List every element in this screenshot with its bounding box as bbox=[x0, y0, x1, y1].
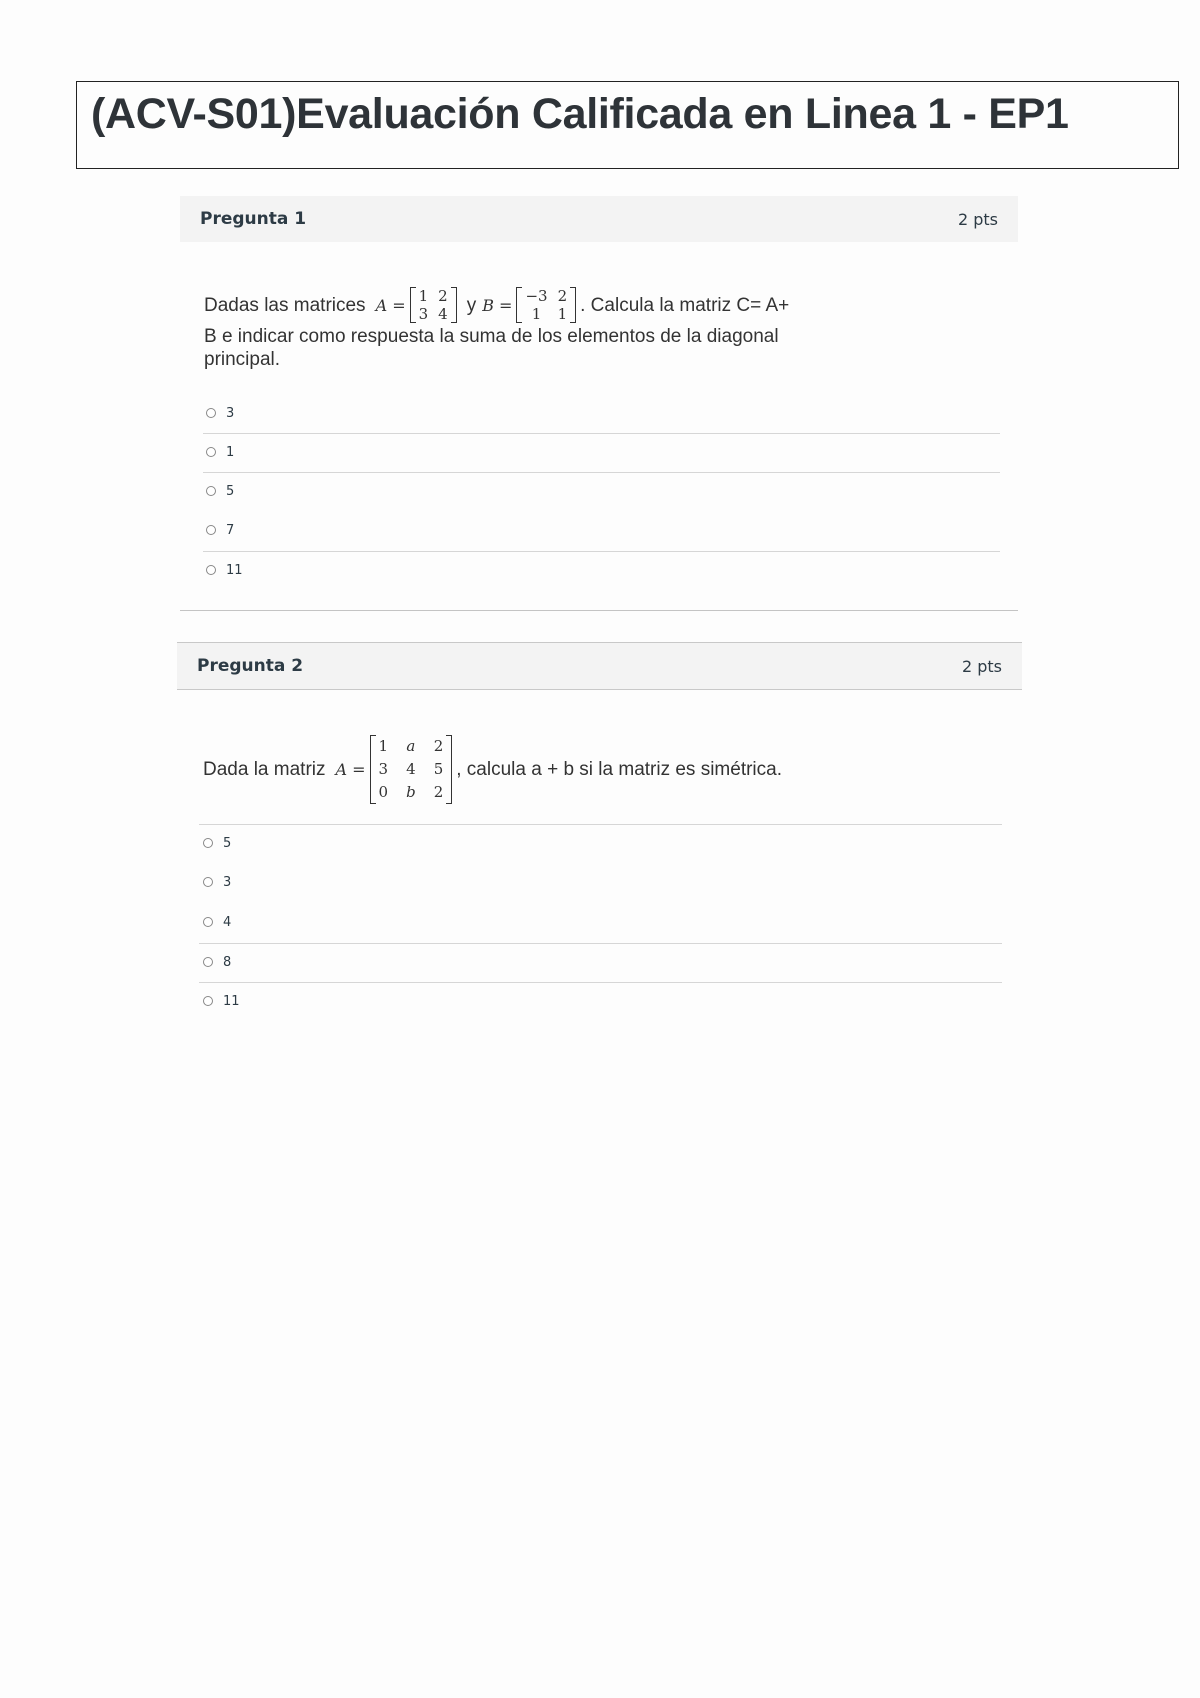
answer-option-label: 3 bbox=[223, 874, 232, 890]
matrix-cell: 1 bbox=[378, 737, 389, 755]
question-1-points: 2 pts bbox=[957, 209, 998, 229]
answer-option[interactable] bbox=[206, 433, 234, 471]
matrix-cell: 3 bbox=[378, 760, 389, 778]
matrix-b-label: B = bbox=[482, 295, 513, 315]
question-1-text-before: Dadas las matrices bbox=[204, 294, 366, 316]
answer-option-label: 5 bbox=[226, 483, 235, 499]
matrix-cell: 5 bbox=[433, 760, 444, 778]
matrix-cell: b bbox=[406, 783, 416, 801]
matrix-a bbox=[370, 735, 453, 804]
question-1-text-after-2: B e indicar como respuesta la suma de los elementos de la diagonal principal. bbox=[204, 326, 779, 370]
radio-button-icon[interactable] bbox=[203, 996, 213, 1006]
answer-option-label: 11 bbox=[223, 993, 240, 1009]
matrix-a-label: A = bbox=[375, 295, 406, 315]
answer-option-label: 7 bbox=[226, 522, 235, 538]
question-2-text-after: , calcula a + b si la matriz es simétrica. bbox=[456, 759, 782, 780]
answer-option-label: 4 bbox=[223, 914, 232, 930]
radio-button-icon[interactable] bbox=[203, 917, 213, 927]
divider bbox=[203, 472, 1000, 473]
divider bbox=[203, 551, 1000, 552]
answer-option-label: 8 bbox=[223, 954, 232, 970]
matrix-cell: 2 bbox=[557, 287, 568, 305]
matrix-cell: 2 bbox=[433, 783, 444, 801]
matrix-a bbox=[410, 287, 457, 323]
answer-option[interactable] bbox=[203, 903, 231, 941]
divider bbox=[199, 982, 1002, 983]
answer-option[interactable] bbox=[206, 511, 234, 549]
answer-option[interactable] bbox=[203, 982, 240, 1020]
answer-option-label: 5 bbox=[223, 835, 232, 851]
answer-option[interactable] bbox=[206, 551, 243, 589]
matrix-cell: 1 bbox=[557, 305, 568, 323]
answer-option[interactable] bbox=[206, 472, 234, 510]
question-2-header bbox=[177, 642, 1022, 690]
radio-button-icon[interactable] bbox=[206, 525, 216, 535]
radio-button-icon[interactable] bbox=[206, 447, 216, 457]
matrix-cell: 1 bbox=[418, 287, 429, 305]
matrix-cell: 2 bbox=[438, 287, 448, 305]
title-box bbox=[76, 81, 1179, 169]
answer-option-label: 3 bbox=[226, 405, 235, 421]
answer-option[interactable] bbox=[203, 824, 231, 862]
answer-option[interactable] bbox=[206, 394, 234, 432]
question-2-text-before: Dada la matriz bbox=[203, 759, 326, 780]
question-1-text-after-1: . Calcula la matriz C= A+ bbox=[580, 294, 790, 316]
answer-option[interactable] bbox=[203, 943, 231, 981]
matrix-cell: 2 bbox=[433, 737, 444, 755]
connector-text: y bbox=[466, 294, 477, 316]
divider bbox=[199, 943, 1002, 944]
question-2-points: 2 pts bbox=[961, 656, 1002, 676]
matrix-cell: a bbox=[406, 737, 416, 755]
matrix-cell: 3 bbox=[418, 305, 429, 323]
radio-button-icon[interactable] bbox=[203, 877, 213, 887]
answer-option-label: 11 bbox=[226, 562, 243, 578]
divider bbox=[199, 824, 1002, 825]
radio-button-icon[interactable] bbox=[203, 838, 213, 848]
question-2-name: Pregunta 2 bbox=[197, 656, 304, 676]
question-1-bottom-divider bbox=[180, 610, 1018, 611]
matrix-cell: 1 bbox=[531, 305, 542, 323]
question-1-header bbox=[180, 196, 1018, 242]
question-2-text bbox=[203, 735, 863, 804]
matrix-cell: −3 bbox=[525, 287, 548, 305]
radio-button-icon[interactable] bbox=[203, 957, 213, 967]
question-1-name: Pregunta 1 bbox=[200, 209, 307, 229]
divider bbox=[203, 433, 1000, 434]
matrix-cell: 4 bbox=[438, 305, 448, 323]
page-title: (ACV-S01)Evaluación Calificada en Linea 1 - EP1 bbox=[91, 90, 1069, 138]
matrix-cell: 4 bbox=[406, 760, 416, 778]
radio-button-icon[interactable] bbox=[206, 408, 216, 418]
answer-option[interactable] bbox=[203, 863, 231, 901]
matrix-a-label: A = bbox=[335, 760, 366, 779]
matrix-cell: 0 bbox=[378, 783, 389, 801]
question-1-text bbox=[204, 285, 844, 371]
radio-button-icon[interactable] bbox=[206, 486, 216, 496]
answer-option-label: 1 bbox=[226, 444, 235, 460]
radio-button-icon[interactable] bbox=[206, 565, 216, 575]
matrix-b bbox=[516, 287, 576, 323]
